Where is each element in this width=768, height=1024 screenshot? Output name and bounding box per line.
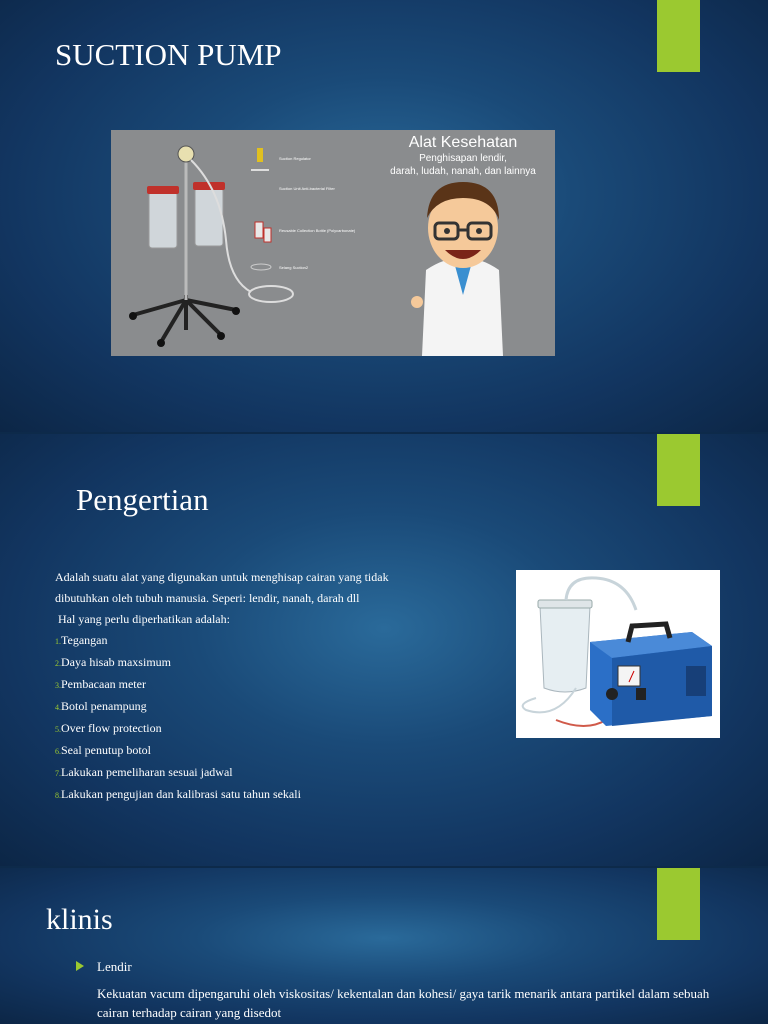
intro-line: Hal yang perlu diperhatikan adalah: (55, 612, 230, 626)
illustration-heading: Alat Kesehatan (408, 134, 518, 151)
clinical-paragraph: Kekuatan vacum dipengaruhi oleh viskositas/ kekentalan dan kohesi/ gaya tarik menarik antara partikel dalam sebuah cairan terhadap cairan yang disedot (97, 986, 710, 1020)
suction-equipment-illustration (111, 130, 555, 356)
list-text: Daya hisab maxsimum (61, 655, 171, 669)
slide-klinis (0, 868, 768, 1024)
list-number: 6. (55, 747, 61, 756)
label-antibacterial-filter: Suction Unit Anti-bacterial Filter (279, 186, 335, 191)
label-selang-suction: Selang Suction2 (279, 265, 309, 270)
accent-bar (657, 868, 700, 940)
bullet-item (76, 958, 736, 976)
list-number: 1. (55, 637, 61, 646)
list-text: Botol penampung (61, 699, 147, 713)
list-item (55, 718, 465, 740)
list-number: 3. (55, 681, 61, 690)
bullet-triangle-icon (76, 961, 84, 971)
clinical-content (76, 958, 736, 1022)
list-text: Pembacaan meter (61, 677, 146, 691)
accent-bar (657, 434, 700, 506)
list-number: 5. (55, 725, 61, 734)
list-item (55, 740, 465, 762)
list-number: 7. (55, 769, 61, 778)
bullet-text: Lendir (97, 959, 132, 974)
list-text: Over flow protection (61, 721, 162, 735)
slide-title: klinis (46, 903, 113, 936)
slide-title: Pengertian (76, 482, 209, 517)
list-item (55, 762, 465, 784)
list-item (55, 696, 465, 718)
list-number: 4. (55, 703, 61, 712)
list-item (55, 630, 465, 652)
illustration-subheading-2: darah, ludah, nanah, dan lainnya (390, 166, 536, 177)
list-item (55, 784, 465, 806)
suction-pump-drawing (516, 570, 720, 738)
label-suction-regulator: Suction Regulator (279, 156, 311, 161)
list-number: 2. (55, 659, 61, 668)
slide-title: SUCTION PUMP (55, 37, 282, 72)
illustration-subheading-1: Penghisapan lendir, (419, 153, 507, 164)
label-collection-bottle: Reusable Collection Bottle (Polycarbonate) (279, 228, 356, 233)
slide-suction-pump (0, 0, 768, 432)
intro-line: Adalah suatu alat yang digunakan untuk menghisap cairan yang tidak (55, 570, 389, 584)
checklist (55, 630, 465, 806)
list-number: 8. (55, 791, 61, 800)
list-text: Lakukan pemeliharan sesuai jadwal (61, 765, 233, 779)
list-text: Seal penutup botol (61, 743, 151, 757)
intro-line: dibutuhkan oleh tubuh manusia. Seperi: lendir, nanah, darah dll (55, 591, 360, 605)
list-text: Lakukan pengujian dan kalibrasi satu tahun sekali (61, 787, 301, 801)
illustration-header (373, 134, 553, 178)
slide-pengertian (0, 434, 768, 866)
portable-suction-pump-photo (516, 570, 720, 738)
list-item (55, 652, 465, 674)
list-item (55, 674, 465, 696)
accent-bar (657, 0, 700, 72)
list-text: Tegangan (61, 633, 108, 647)
definition-text (55, 567, 465, 806)
